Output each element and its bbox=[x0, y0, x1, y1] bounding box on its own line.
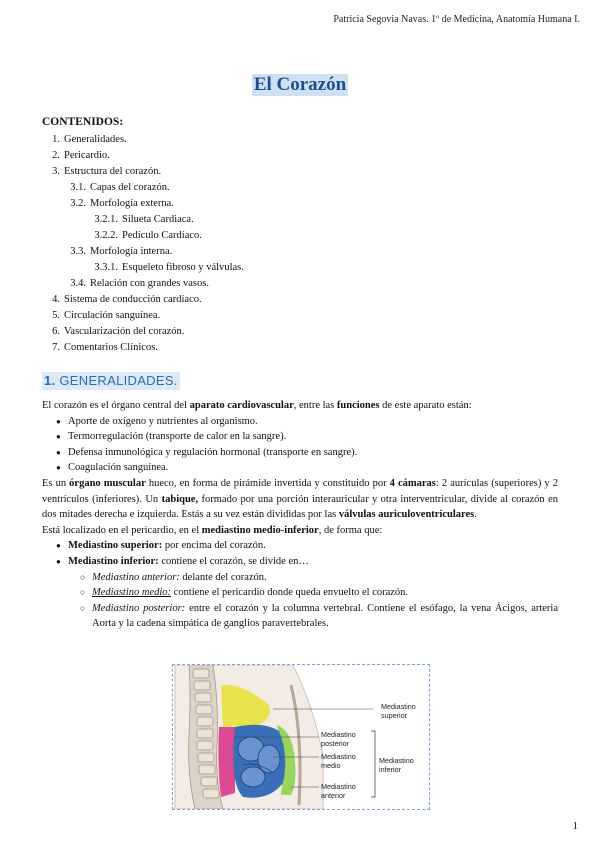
toc-item-number: 5. bbox=[52, 310, 60, 321]
toc-item-number: 3.2.2. bbox=[94, 230, 118, 241]
document-title bbox=[0, 74, 600, 96]
text-run: El corazón es el órgano central del bbox=[42, 400, 190, 411]
toc-item-number: 4. bbox=[52, 294, 60, 305]
posterior-region bbox=[218, 727, 235, 797]
toc-item-number: 3.2. bbox=[70, 198, 86, 209]
toc-item bbox=[42, 276, 244, 292]
toc-item-label: Circulación sanguínea. bbox=[64, 310, 161, 321]
page-number: 1 bbox=[572, 820, 578, 832]
list-item bbox=[42, 538, 558, 554]
table-of-contents bbox=[42, 132, 244, 356]
list-item: ● Termorregulación (transporte de calor en la sangre). bbox=[42, 429, 558, 445]
toc-item-label: Esqueleto fibroso y válvulas. bbox=[122, 262, 244, 273]
toc-item bbox=[42, 132, 244, 148]
intro-paragraph bbox=[42, 398, 558, 414]
toc-item-label: Vascularización del corazón. bbox=[64, 326, 185, 337]
label-superior: Mediastino superior bbox=[381, 702, 416, 720]
text-run: Es un bbox=[42, 477, 70, 489]
toc-item-number: 2. bbox=[52, 150, 60, 161]
toc-item-label: Sistema de conducción cardíaco. bbox=[64, 294, 202, 305]
list-item: ● Defensa inmunológica y regulación hormonal (transporte en sangre). bbox=[42, 445, 558, 461]
toc-item bbox=[42, 148, 244, 164]
text-run: por encima del corazón. bbox=[162, 540, 266, 552]
toc-item-label: Estructura del corazón. bbox=[64, 166, 162, 177]
label-posterior: Mediastino posterior bbox=[321, 730, 356, 748]
section-heading bbox=[42, 372, 180, 390]
page-header: Patricia Segovia Navas. 1º de Medicina, Anatomía Humana I. bbox=[333, 14, 580, 25]
toc-item bbox=[42, 180, 244, 196]
bold-term: órgano muscular bbox=[69, 477, 146, 489]
toc-item-label: Generalidades. bbox=[64, 134, 127, 145]
bold-term: válvulas auriculoventriculares bbox=[338, 509, 475, 521]
bold-term: 4 cámaras bbox=[389, 477, 436, 489]
mediastinum-illustration bbox=[173, 665, 429, 809]
toc-item-label: Silueta Cardiaca. bbox=[122, 214, 194, 225]
text-run: : 2 aurículas (superiores) y 2 ventrículos (inferiores). Un bbox=[42, 477, 558, 505]
text-run: . bbox=[474, 509, 477, 521]
toc-item bbox=[42, 260, 244, 276]
bold-term: funciones bbox=[336, 400, 380, 411]
text-run: , de forma que: bbox=[318, 524, 383, 536]
inferior-subdivisions-list bbox=[42, 570, 558, 632]
toc-item-number: 1. bbox=[52, 134, 60, 145]
toc-item-label: Morfología externa. bbox=[90, 198, 174, 209]
list-item bbox=[42, 570, 558, 586]
text-run: Está localizado en el pericardio, en el bbox=[42, 524, 202, 536]
text-run: delante del corazón. bbox=[179, 571, 267, 583]
toc-item-number: 3. bbox=[52, 166, 60, 177]
toc-item-number: 3.1. bbox=[70, 182, 86, 193]
contents-heading: CONTENIDOS: bbox=[42, 116, 124, 128]
bold-term: tabique, bbox=[161, 493, 199, 505]
toc-item bbox=[42, 212, 244, 228]
toc-item bbox=[42, 228, 244, 244]
toc-item-number: 6. bbox=[52, 326, 60, 337]
label-inferior: Mediastino inferior bbox=[379, 756, 414, 774]
text-run: entre el corazón y la columna vertebral. Contiene el esófago, la vena Ácigos, arteria Aorta y la cadena simpática de ganglios paravertebrales. bbox=[92, 602, 558, 630]
italic-term: Mediastino medio: bbox=[92, 587, 172, 599]
location-paragraph bbox=[42, 523, 558, 539]
label-middle: Mediastino medio bbox=[321, 752, 356, 770]
section-number: 1. bbox=[44, 373, 56, 388]
toc-item-number: 3.2.1. bbox=[94, 214, 118, 225]
toc-item-label: Pedículo Cardíaco. bbox=[122, 230, 202, 241]
list-item bbox=[42, 585, 558, 601]
toc-item bbox=[42, 196, 244, 212]
toc-item bbox=[42, 244, 244, 260]
list-item: ● Aporte de oxígeno y nutrientes al organismo. bbox=[42, 414, 558, 430]
toc-item-number: 7. bbox=[52, 342, 60, 353]
toc-item bbox=[42, 324, 244, 340]
toc-item-label: Comentarios Clínicos. bbox=[64, 342, 158, 353]
toc-item bbox=[42, 164, 244, 180]
text-run: hueco, en forma de pirámide invertida y constituido por bbox=[145, 477, 390, 489]
toc-item-label: Pericardio. bbox=[64, 150, 110, 161]
functions-list bbox=[42, 414, 558, 476]
bold-term: mediastino medio-inferior bbox=[201, 524, 319, 536]
toc-item bbox=[42, 308, 244, 324]
toc-item-label: Morfología interna. bbox=[90, 246, 173, 257]
toc-item-label: Relación con grandes vasos. bbox=[90, 278, 209, 289]
text-run: de este aparato están: bbox=[379, 400, 472, 411]
toc-item bbox=[42, 340, 244, 356]
list-item bbox=[42, 554, 558, 570]
toc-item-number: 3.3. bbox=[70, 246, 86, 257]
italic-term: Mediastino anterior: bbox=[92, 571, 180, 583]
organ-paragraph bbox=[42, 476, 558, 523]
title-text: El Corazón bbox=[253, 74, 347, 95]
mediastinum-figure bbox=[172, 664, 430, 810]
toc-item-number: 3.4. bbox=[70, 278, 86, 289]
bold-term: Mediastino inferior: bbox=[68, 555, 159, 567]
section-body bbox=[42, 398, 558, 632]
toc-item-label: Capas del corazón. bbox=[90, 182, 170, 193]
list-item: ● Coagulación sanguínea. bbox=[42, 460, 558, 476]
list-item bbox=[42, 601, 558, 632]
bold-term: Mediastino superior: bbox=[68, 540, 163, 552]
text-run: formado por una porción interauricular y otra interventricular, divide al corazón en dos mitades derecha e izquierda. Estás a su vez están divididas por las bbox=[42, 493, 559, 521]
text-run: contiene el corazón, se divide en… bbox=[158, 555, 309, 567]
text-run: contiene el pericardio donde queda envuelto el corazón. bbox=[171, 587, 409, 599]
section-title: GENERALIDADES. bbox=[59, 373, 178, 388]
toc-item-number: 3.3.1. bbox=[94, 262, 118, 273]
italic-term: Mediastino posterior: bbox=[92, 602, 186, 614]
toc-item bbox=[42, 292, 244, 308]
mediastinum-list bbox=[42, 538, 558, 569]
bold-term: aparato cardiovascular bbox=[189, 400, 294, 411]
label-anterior: Mediastino anterior bbox=[321, 782, 356, 800]
text-run: , entre las bbox=[293, 400, 337, 411]
